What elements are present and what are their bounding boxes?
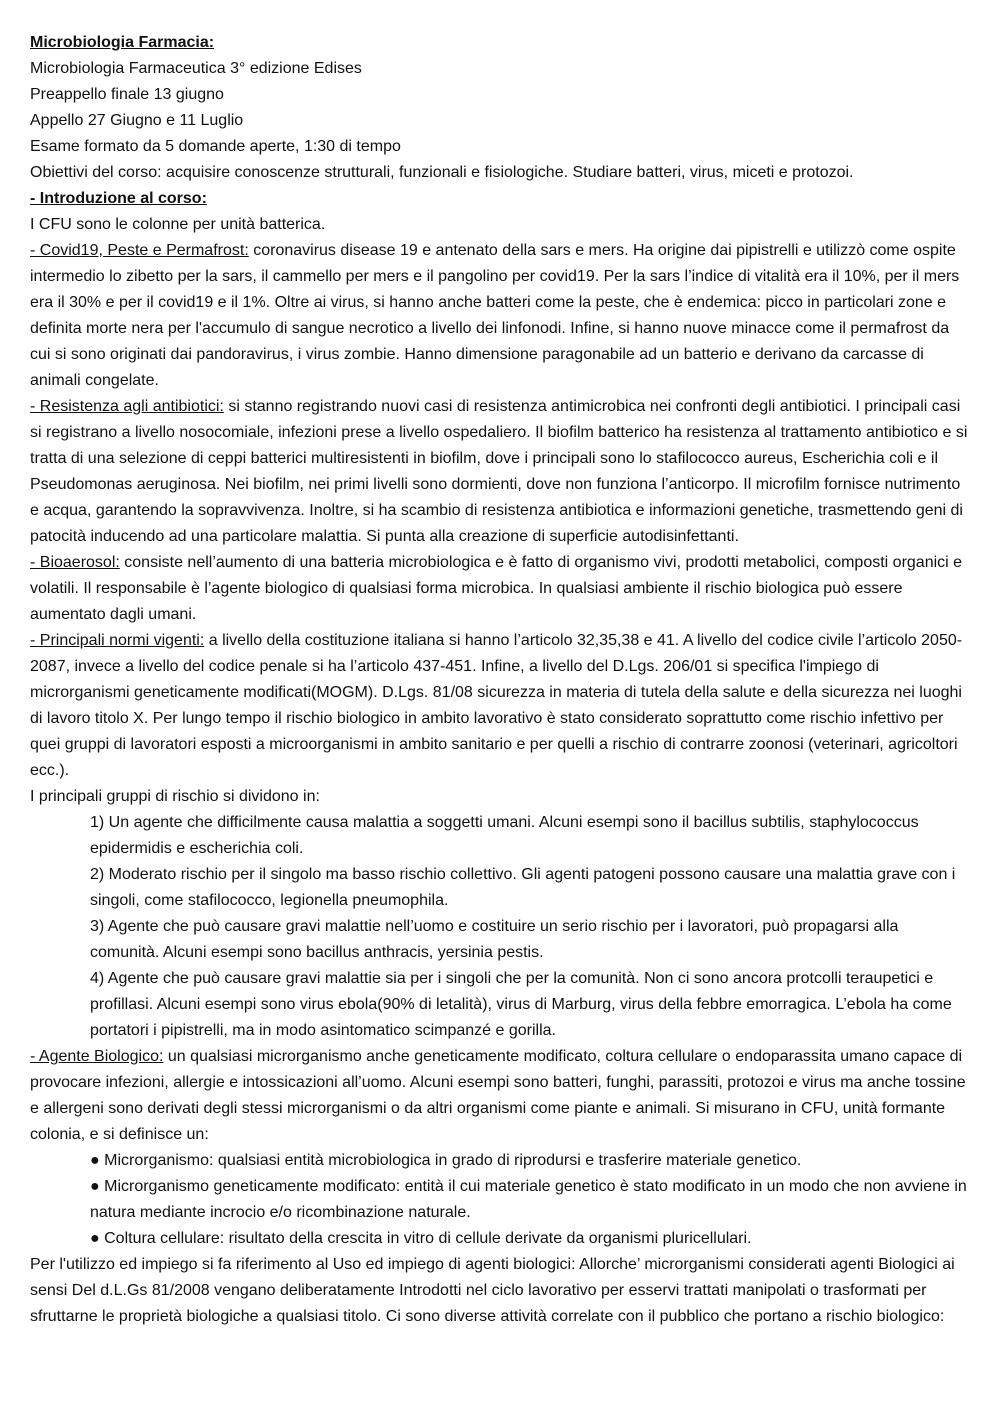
risk-groups-intro: I principali gruppi di rischio si dividono in:	[30, 788, 320, 805]
definition-item: ● Microrganismo: qualsiasi entità microbiologica in grado di riprodursi e trasferire materiale genetico.	[90, 1152, 802, 1169]
section-label: - Covid19, Peste e Permafrost:	[30, 242, 249, 259]
document-title: Microbiologia Farmacia:	[30, 34, 215, 51]
risk-groups-list	[30, 810, 972, 1044]
course-objectives: Obiettivi del corso: acquisire conoscenze strutturali, funzionali e fisiologiche. Studiare batteri, virus, miceti e protozoi.	[30, 164, 854, 181]
risk-group-item: 2) Moderato rischio per il singolo ma basso rischio collettivo. Gli agenti patogeni possono causare una malattia grave con i singoli, come stafilococco, legionella pneumophila.	[90, 866, 956, 909]
exam-format: Esame formato da 5 domande aperte, 1:30 di tempo	[30, 138, 401, 155]
pre-exam-date: Preappello finale 13 giugno	[30, 86, 224, 103]
intro-text: I CFU sono le colonne per unità batterica.	[30, 216, 326, 233]
section-antibiotics	[30, 394, 972, 550]
section-label: - Bioaerosol:	[30, 554, 120, 571]
section-text: un qualsiasi microrganismo anche geneticamente modificato, coltura cellulare o endoparassita umano capace di provocare infezioni, allergie e intossicazioni all’uomo. Alcuni esempi sono batteri, funghi, parassiti, protozoi e virus ma anche tossine e allergeni sono derivati degli stessi microrganismi o da altri organismi come piante e animali. Si misurano in CFU, unità formante colonia, e si definisce un:	[30, 1048, 966, 1143]
section-text: a livello della costituzione italiana si hanno l’articolo 32,35,38 e 41. A livello del codice civile l’articolo 2050-2087, invece a livello del codice penale si ha l’articolo 437-451. Infine, a livello del D.Lgs. 206/01 si specifica l'impiego di microrganismi geneticamente modificati(MOGM). D.Lgs. 81/08 sicurezza in materia di tutela della salute e della sicurezza nei luoghi di lavoro titolo X. Per lungo tempo il rischio biologico in ambito lavorativo è stato considerato soprattutto come rischio infettivo per quei gruppi di lavoratori esposti a microorganismi in ambito sanitario e per quelli a rischio di contrarre zoonosi (veterinari, agricoltori ecc.).	[30, 632, 963, 779]
section-covid	[30, 238, 972, 394]
intro-heading: - Introduzione al corso:	[30, 190, 207, 207]
section-regulations	[30, 628, 972, 784]
section-bioaerosol	[30, 550, 972, 628]
definitions-list	[30, 1148, 972, 1252]
section-label: - Agente Biologico:	[30, 1048, 164, 1065]
section-text: coronavirus disease 19 e antenato della sars e mers. Ha origine dai pipistrelli e utilizzò come ospite intermedio lo zibetto per la sars, il cammello per mers e il pangolino per covid19. Per la sars l’indice di vitalità era il 10%, per il mers era il 30% e per il covid19 e il 1%. Oltre ai virus, si hanno anche batteri come la peste, che è endemica: picco in particolari zone e definita morte nera per l'accumulo di sangue necrotico a livello dei linfonodi. Infine, si hanno nuove minacce come il permafrost da cui si sono originati dai pandoravirus, i virus zombie. Hanno dimensione paragonabile ad un batterio e derivano da carcasse di animali congelate.	[30, 242, 960, 389]
section-label: - Principali normi vigenti:	[30, 632, 205, 649]
exam-dates: Appello 27 Giugno e 11 Luglio	[30, 112, 244, 129]
section-label: - Resistenza agli antibiotici:	[30, 398, 224, 415]
risk-group-item: 4) Agente che può causare gravi malattie sia per i singoli che per la comunità. Non ci sono ancora protcolli teraupetici e profillasi. Alcuni esempi sono virus ebola(90% di letalità), virus di Marburg, virus della febbre emorragica. L’ebola ha come portatori i pipistrelli, ma in modo asintomatico scimpanzé e gorilla.	[90, 970, 952, 1039]
risk-group-item: 3) Agente che può causare gravi malattie nell’uomo e costituire un serio rischio per i lavoratori, può propagarsi alla comunità. Alcuni esempi sono bacillus anthracis, yersinia pestis.	[90, 918, 899, 961]
section-text: si stanno registrando nuovi casi di resistenza antimicrobica nei confronti degli antibiotici. I principali casi si registrano a livello nosocomiale, infezioni prese a livello ospedaliero. Il biofilm batterico ha resistenza al trattamento antibiotico e si tratta di una selezione di ceppi batterici multiresistenti in biofilm, dove i principali sono lo stafilococco aureus, Escherichia coli e il Pseudomonas aeruginosa. Nei biofilm, nei primi livelli sono dormienti, dove non funziona l’anticorpo. Il microfilm fornisce nutrimento e acqua, garantendo la sopravvivenza. Inoltre, si ha scambio di resistenza antibiotica e informazioni genetiche, trasmettendo geni di patocità inducendo ad una particolare malattia. Si punta alla creazione di superficie autodisinfettanti.	[30, 398, 968, 545]
closing-paragraph: Per l'utilizzo ed impiego si fa riferimento al Uso ed impiego di agenti biologici: Allorche’ microrganismi considerati agenti Biologici ai sensi Del d.L.Gs 81/2008 vengano deliberatamente Introdotti nel ciclo lavorativo per esservi trattati manipolati o trasformati per sfruttarne le proprietà biologiche a qualsiasi titolo. Ci sono diverse attività correlate con il pubblico che portano a rischio biologico:	[30, 1256, 955, 1325]
definition-item: ● Coltura cellulare: risultato della crescita in vitro di cellule derivate da organismi pluricellulari.	[90, 1230, 752, 1247]
section-text: consiste nell’aumento di una batteria microbiologica e è fatto di organismo vivi, prodotti metabolici, composti organici e volatili. Il responsabile è l’agente biologico di qualsiasi forma microbica. In qualsiasi ambiente il rischio biologica può essere aumentato dagli umani.	[30, 554, 963, 623]
section-biological-agent	[30, 1044, 972, 1148]
course-book: Microbiologia Farmaceutica 3° edizione Edises	[30, 60, 362, 77]
definition-item: ● Microrganismo geneticamente modificato: entità il cui materiale genetico è stato modificato in un modo che non avviene in natura mediante incrocio e/o ricombinazione naturale.	[90, 1178, 967, 1221]
risk-group-item: 1) Un agente che difficilmente causa malattia a soggetti umani. Alcuni esempi sono il bacillus subtilis, staphylococcus epidermidis e escherichia coli.	[90, 814, 919, 857]
